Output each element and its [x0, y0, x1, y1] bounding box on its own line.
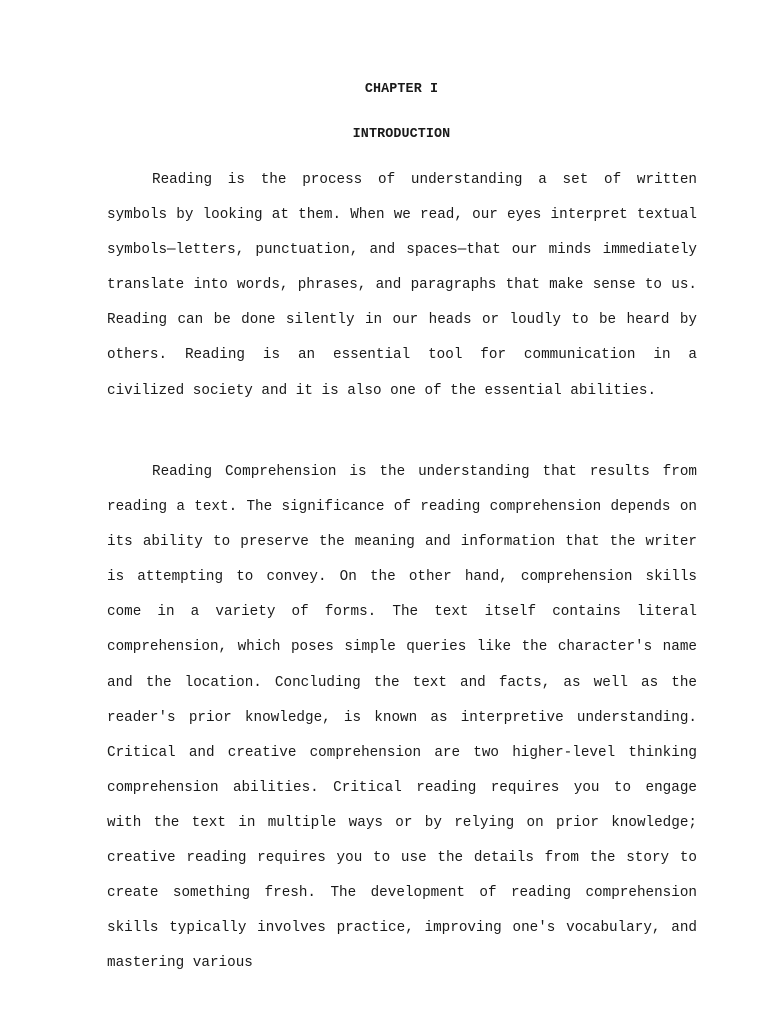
paragraph-2-text: Reading Comprehension is the understanding that results from reading a text. The significance of reading comprehension depends on its ability to preserve the meaning and information that the writer is attempting to convey. On the other hand, comprehension skills come in a variety of forms. The text itself contains literal comprehension, which poses simple queries like the character's name and the location. Concluding the text and facts, as well as the reader's prior knowledge, is known as interpretive understanding. Critical and creative comprehension are two higher-level thinking comprehension abilities. Critical reading requires you to engage with the text in multiple ways or by relying on prior knowledge; creative reading requires you to use the details from the story to create something fresh. The development of reading comprehension skills typically involves practice, improving one's vocabulary, and mastering various: [107, 464, 697, 972]
paragraph-2: [107, 455, 697, 981]
paragraph-1: [107, 163, 697, 409]
section-heading: INTRODUCTION: [352, 127, 451, 142]
paragraph-1-text: Reading is the process of understanding a set of written symbols by looking at them. When we read, our eyes interpret textual symbols—letters, punctuation, and spaces—that our minds immediately translate into words, phrases, and paragraphs that make sense to us. Reading can be done silently in our heads or loudly to be heard by others. Reading is an essential tool for communication in a civilized society and it is also one of the essential abilities.: [107, 172, 697, 399]
chapter-heading: CHAPTER I: [364, 82, 439, 97]
